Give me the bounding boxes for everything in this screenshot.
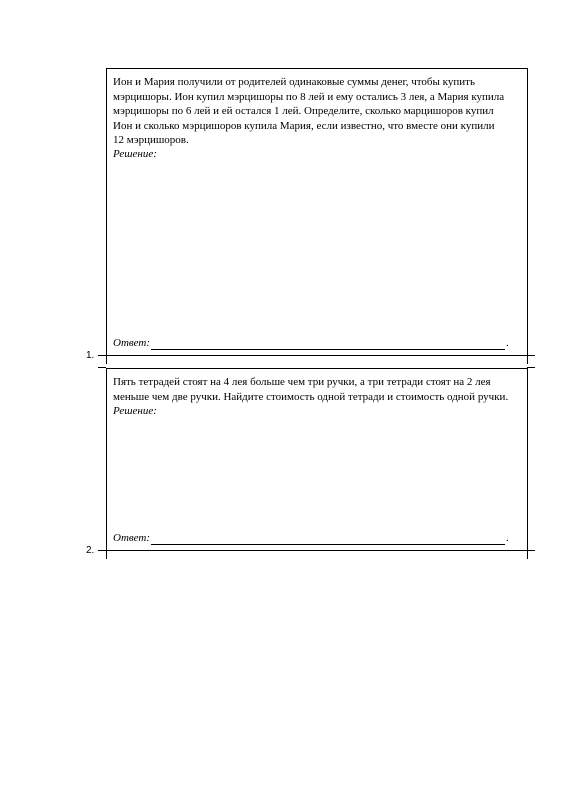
task-2-line-2: меньше чем две ручки. Найдите стоимость одной тетради и стоимость одной ручки. <box>113 390 509 403</box>
task-2-number: 2. <box>86 545 95 556</box>
corner-tick <box>527 367 535 368</box>
task-2-answer-row <box>113 532 509 545</box>
task-1-answer-label: Ответ: <box>113 337 151 349</box>
corner-tick <box>527 356 528 364</box>
task-2-line-1: Пять тетрадей стоят на 4 лея больше чем три ручки, а три тетради стоят на 2 лея <box>113 376 491 388</box>
task-1-box <box>106 68 528 356</box>
task-1-number: 1. <box>86 350 95 361</box>
task-1-text <box>113 75 521 148</box>
task-1-line-2: мэрцишоры. Ион купил мэрцишоры по 8 лей и ему остались 3 лея, а Мария купила <box>113 90 505 103</box>
task-1-line-1: Ион и Мария получили от родителей одинаковые суммы денег, чтобы купить <box>113 76 475 88</box>
task-1-line-5: 12 мэрцишоров. <box>113 134 189 146</box>
task-2-answer-line[interactable] <box>151 533 505 545</box>
corner-tick <box>98 367 106 368</box>
task-1-line-4: Ион и сколько мэрцишоров купила Мария, если известно, что вместе они купили <box>113 119 495 132</box>
task-1-solution-label: Решение: <box>113 148 157 160</box>
corner-tick <box>98 355 106 356</box>
task-1-answer-row <box>113 337 509 350</box>
corner-tick <box>527 550 535 551</box>
corner-tick <box>106 551 107 559</box>
corner-tick <box>527 355 535 356</box>
corner-tick <box>527 551 528 559</box>
corner-tick <box>106 356 107 364</box>
task-1-line-3: мэрцишоры по 6 лей и ей остался 1 лей. Определите, сколько марцишоров купил <box>113 105 494 117</box>
task-2-answer-end: . <box>506 532 509 544</box>
task-1-answer-line[interactable] <box>151 338 505 350</box>
corner-tick <box>98 550 106 551</box>
task-2-text <box>113 375 521 404</box>
task-2-solution-label: Решение: <box>113 405 157 417</box>
task-2-box <box>106 368 528 551</box>
task-1-answer-end: . <box>506 337 509 349</box>
task-2-answer-label: Ответ: <box>113 532 151 544</box>
